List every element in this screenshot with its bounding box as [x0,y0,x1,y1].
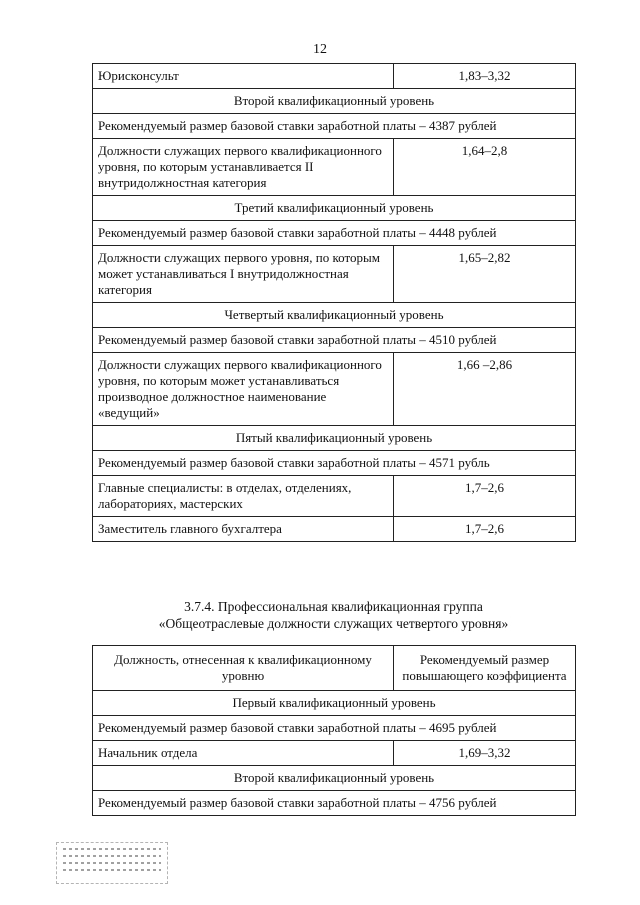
base-salary-text: Рекомендуемый размер базовой ставки заработной платы – 4510 рублей [93,328,576,353]
salary-table-2 [92,645,576,816]
level-row [93,89,576,114]
table-row [93,476,576,517]
header-coefficient: Рекомендуемый размер повышающего коэффициента [394,646,576,691]
table-row [93,517,576,542]
base-salary-text: Рекомендуемый размер базовой ставки заработной платы – 4448 рублей [93,221,576,246]
level-heading: Первый квалификационный уровень [93,691,576,716]
page-number: 12 [313,42,327,57]
coefficient-cell: 1,65–2,82 [394,246,576,303]
position-cell: Главные специалисты: в отделах, отделениях, лабораториях, мастерских [93,476,394,517]
base-salary-text: Рекомендуемый размер базовой ставки заработной платы – 4387 рублей [93,114,576,139]
level-row [93,766,576,791]
base-salary-text: Рекомендуемый размер базовой ставки заработной платы – 4695 рублей [93,716,576,741]
level-row [93,426,576,451]
section-heading-line-1: 3.7.4. Профессиональная квалификационная группа [184,599,483,614]
coefficient-cell: 1,69–3,32 [394,741,576,766]
position-cell: Заместитель главного бухгалтера [93,517,394,542]
position-cell: Начальник отдела [93,741,394,766]
coefficient-cell: 1,7–2,6 [394,517,576,542]
salary-row [93,451,576,476]
coefficient-cell: 1,64–2,8 [394,139,576,196]
level-row [93,691,576,716]
table-row [93,741,576,766]
base-salary-text: Рекомендуемый размер базовой ставки заработной платы – 4571 рубль [93,451,576,476]
level-heading: Пятый квалификационный уровень [93,426,576,451]
salary-row [93,221,576,246]
table-row [93,353,576,426]
level-heading: Третий квалификационный уровень [93,196,576,221]
coefficient-cell: 1,83–3,32 [394,64,576,89]
table-row [93,64,576,89]
table-row [93,139,576,196]
base-salary-text: Рекомендуемый размер базовой ставки заработной платы – 4756 рублей [93,791,576,816]
coefficient-cell: 1,66 –2,86 [394,353,576,426]
salary-table-1 [92,63,576,542]
section-heading-line-2: «Общеотраслевые должности служащих четвертого уровня» [158,616,509,631]
position-cell: Должности служащих первого уровня, по которым может устанавливаться I внутридолжностная категория [93,246,394,303]
salary-row [93,328,576,353]
position-cell: Юрисконсульт [93,64,394,89]
salary-row [93,791,576,816]
table-header-row [93,646,576,691]
table-row [93,246,576,303]
header-position: Должность, отнесенная к квалификационному уровню [93,646,394,691]
level-row [93,196,576,221]
salary-row [93,716,576,741]
section-heading [92,598,575,632]
level-heading: Второй квалификационный уровень [93,766,576,791]
salary-table-1-body [93,64,576,542]
level-heading: Второй квалификационный уровень [93,89,576,114]
level-heading: Четвертый квалификационный уровень [93,303,576,328]
salary-row [93,114,576,139]
position-cell: Должности служащих первого квалификационного уровня, по которым может устанавливаться производное должностное наименование «ведущий» [93,353,394,426]
copy-stamp [56,842,168,884]
level-row [93,303,576,328]
coefficient-cell: 1,7–2,6 [394,476,576,517]
salary-table-2-body [93,646,576,816]
position-cell: Должности служащих первого квалификационного уровня, по которым устанавливается II внутридолжностная категория [93,139,394,196]
